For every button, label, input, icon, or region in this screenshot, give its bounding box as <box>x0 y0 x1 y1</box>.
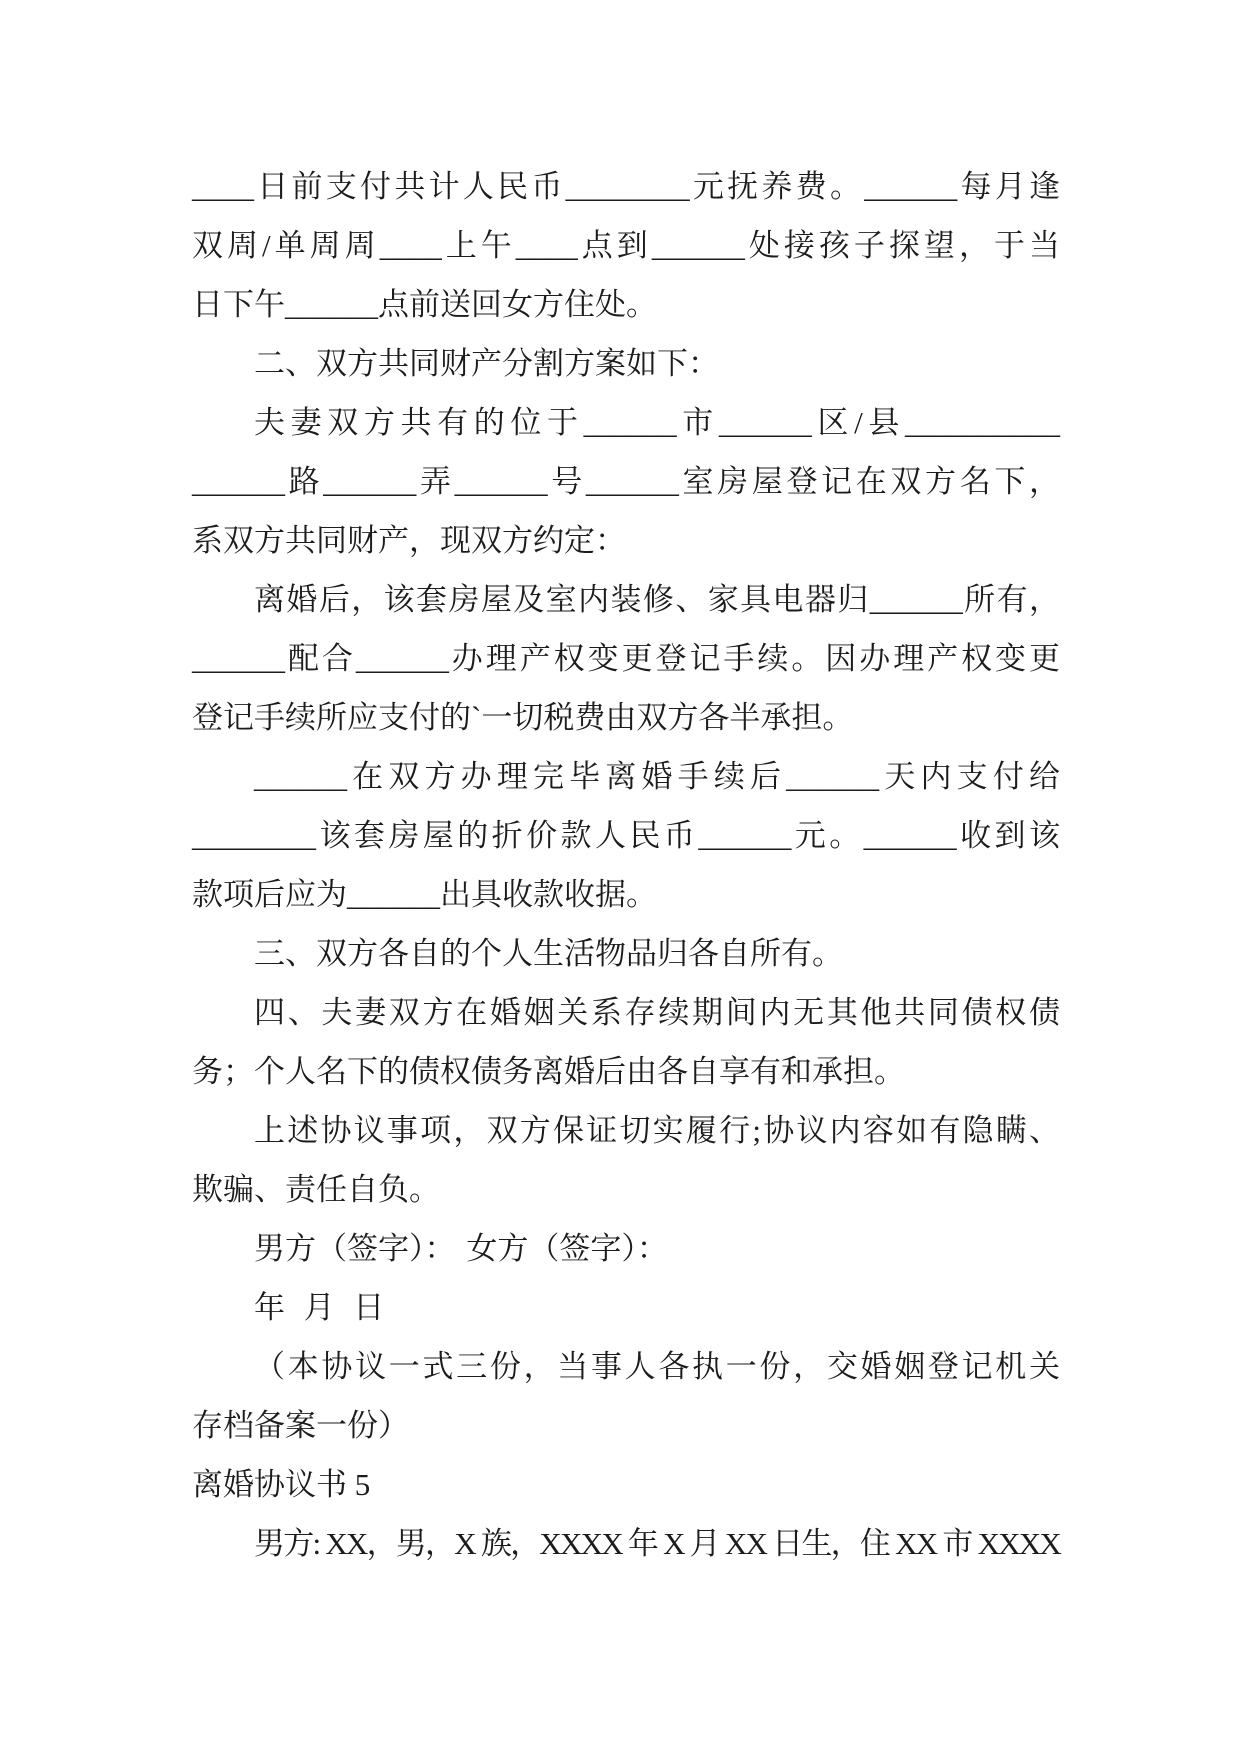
signature-date: 年 月 日 <box>254 1290 385 1325</box>
text-line: ______在双方办理完毕离婚手续后______天内支付给 <box>254 759 1060 794</box>
text-line: 日下午______点前送回女方住处。 <box>192 287 657 322</box>
text-line: （本协议一式三份，当事人各执一份，交婚姻登记机关 <box>254 1349 1060 1384</box>
paragraph <box>192 1101 1060 1219</box>
text-line: ______路______弄______号______室房屋登记在双方名下， <box>192 464 1060 499</box>
text-line: 男方: XX，男，X 族，XXXX 年 X 月 XX 日生，住 XX 市 XXXX <box>254 1526 1060 1561</box>
text-line: 欺骗、责任自负。 <box>192 1172 440 1207</box>
text-line: 存档备案一份） <box>192 1408 409 1443</box>
paragraph <box>192 570 1060 747</box>
paragraph <box>192 1337 1060 1455</box>
male-signature-label: 男方（签字）： <box>254 1231 456 1266</box>
note-section <box>192 1337 1060 1455</box>
female-signature-label: 女方（签字）： <box>466 1231 668 1266</box>
text-line: 务；个人名下的债权债务离婚后由各自享有和承担。 <box>192 1054 905 1089</box>
text-line: 离婚后，该套房屋及室内装修、家具电器归______所有， <box>254 582 1060 617</box>
document-page <box>192 157 1060 1573</box>
agreement-title: 离婚协议书 5 <box>192 1467 371 1502</box>
text-line: 上述协议事项，双方保证切实履行;协议内容如有隐瞒、 <box>254 1113 1060 1148</box>
next-agreement-body <box>192 1514 1060 1573</box>
paragraph <box>192 1514 1060 1573</box>
paragraph <box>192 924 1060 983</box>
continued-section <box>192 157 1060 334</box>
paragraph <box>192 747 1060 924</box>
text-line: ______配合______办理产权变更登记手续。因办理产权变更 <box>192 641 1060 676</box>
text-line: ________该套房屋的折价款人民币______元。______收到该 <box>192 818 1060 853</box>
text-line: 三、双方各自的个人生活物品归各自所有。 <box>254 936 843 971</box>
text-line: ____日前支付共计人民币________元抚养费。______每月逢 <box>192 169 1060 204</box>
paragraph <box>192 983 1060 1101</box>
text-line: 双周/单周周____上午____点到______处接孩子探望，于当 <box>192 228 1060 263</box>
text-line: 二、双方共同财产分割方案如下： <box>254 346 719 381</box>
paragraph <box>192 334 1060 393</box>
agreement-body <box>192 334 1060 1219</box>
text-line: 款项后应为______出具收款收据。 <box>192 877 657 912</box>
text-line: 系双方共同财产，现双方约定： <box>192 523 626 558</box>
text-line: 四、夫妻双方在婚姻关系存续期间内无其他共同债权债 <box>254 995 1060 1030</box>
paragraph <box>192 157 1060 334</box>
text-line: 登记手续所应支付的`一切税费由双方各半承担。 <box>192 700 854 735</box>
text-line: 夫妻双方共有的位于______市______区/县__________ <box>254 405 1060 440</box>
signature-line <box>192 1219 1060 1278</box>
paragraph <box>192 393 1060 570</box>
